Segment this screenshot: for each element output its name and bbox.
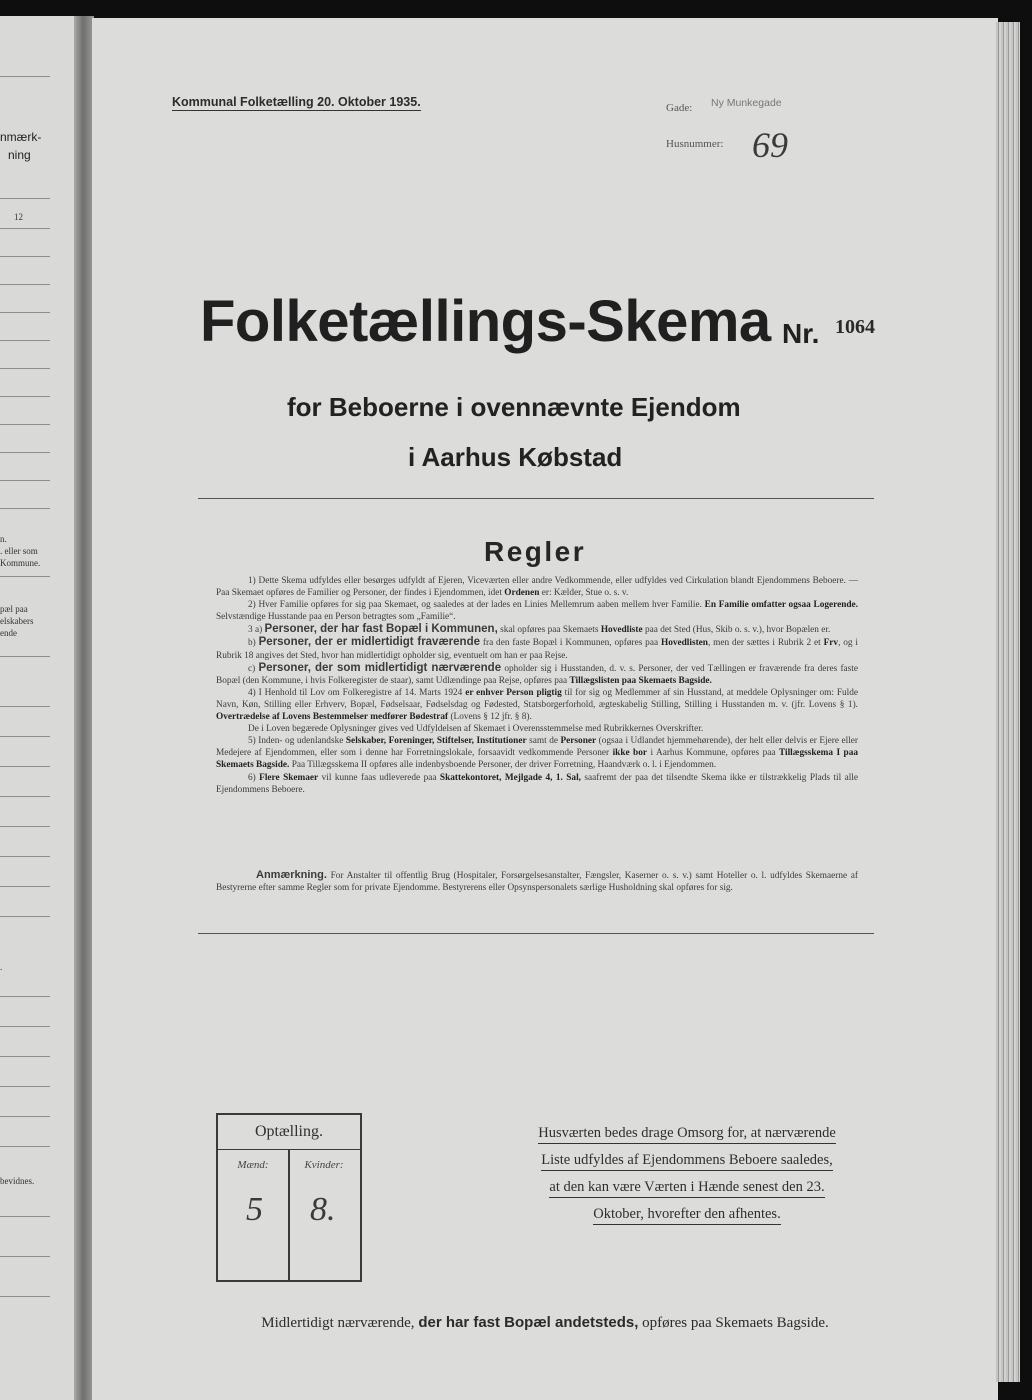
notice-line-1: Husværten bedes drage Omsorg for, at nærværende [538, 1123, 836, 1144]
left-page-rule [0, 996, 50, 997]
house-number-label: Husnummer: [666, 138, 724, 150]
rule-3b: b) Personer, der er midlertidigt fraværende fra den faste Bopæl i Kommunen, opføres paa Hovedlisten, men der sættes i Rubrik 2 et Frv, og i Rubrik 18 angives det Sted, hvor han midlertidigt opholder sig, eventuelt om han er paa Rejse. [216, 636, 859, 661]
rule-6: 6) Flere Skemaer vil kunne faas udleverede paa Skattekontoret, Mejlgade 4, 1. Sal, saafremt der paa det tilsendte Skema ikke er tilstrækkelig Plads til alle Ejendommens Beboere. [216, 772, 858, 795]
left-page-heading-2: ning [8, 148, 31, 162]
left-page-note-1: n. [0, 534, 7, 544]
divider [198, 498, 874, 499]
left-page-fragment [0, 16, 78, 1400]
left-page-note-5: elskabers [0, 616, 34, 626]
left-page-rule [0, 396, 50, 397]
divider [198, 933, 874, 934]
left-page-rule [0, 1146, 50, 1147]
left-page-rule [0, 576, 50, 577]
left-page-rule [0, 256, 50, 257]
note-text [216, 869, 858, 894]
left-page-note-3: Kommune. [0, 558, 41, 568]
form-number-label: Nr. [782, 318, 820, 349]
rule-2: 2) Hver Familie opføres for sig paa Skemaet, og saaledes at der lades en Linies Mellemrum aaben mellem hver Familie. En Familie omfatter ogsaa Logerende. Selvstændige Husstande paa en Person betragtes som „Familie“. [216, 600, 858, 623]
footer-note [92, 1314, 998, 1332]
rule-4: 4) I Henhold til Lov om Folkeregistre af 14. Marts 1924 er enhver Person pligtig til for sig og Medlemmer af sin Husstand, at meddele Oplysninger om: Fulde Navn, Køn, Stilling eller Erhverv, Bopæl, Fødselsaar, Fødselsdag og Fødested, Statsborgerforhold, ægteskabelig Stilling, Stilling i Husstanden m. v. (jfr. Lovens § 1). Overtrædelse af Lovens Bestemmelser medfører Bødestraf (Lovens § 12 jfr. § 8). [216, 687, 859, 723]
left-page-rule [0, 1216, 50, 1217]
left-page-note-8: bevidnes. [0, 1176, 35, 1186]
rules-heading: Regler [484, 536, 587, 567]
left-page-rule [0, 452, 50, 453]
left-page-note-2: . eller som [0, 546, 38, 556]
form-subtitle-1: for Beboerne i ovennævnte Ejendom [287, 392, 741, 422]
left-page-rule [0, 826, 50, 827]
left-page-heading-1: nmærk- [0, 130, 42, 144]
men-label: Mænd: [237, 1159, 269, 1171]
women-label: Kvinder: [304, 1159, 344, 1171]
left-page-rule [0, 1296, 50, 1297]
street-label: Gade: [666, 102, 693, 114]
count-box [216, 1113, 362, 1282]
rule-3c: c) Personer, der som midlertidigt nærværende opholder sig i Husstanden, d. v. s. Personer, der ved Tællingen er fraværende fra deres faste Bopæl (den Kommune, i hvis Folkeregister de staar), samt Udlændinge paa Rejse, opføres paa Tillægslisten paa Skemaets Bagside. [216, 661, 859, 686]
landlord-notice [517, 1121, 857, 1229]
left-page-note-6: ende [0, 628, 17, 638]
left-page-rule [0, 508, 50, 509]
men-count: 5 [246, 1191, 263, 1228]
rule-3a: 3 a) Personer, der har fast Bopæl i Kommunen, skal opføres paa Skemaets Hovedliste paa det Sted (Hus, Skib o. s. v.), hvor Bopælen er. [248, 623, 831, 636]
left-page-rule [0, 368, 50, 369]
form-number-value: 1064 [835, 316, 875, 338]
notice-line-2: Liste udfyldes af Ejendommens Beboere saaledes, [541, 1150, 833, 1171]
left-page-rule [0, 284, 50, 285]
left-page-rule [0, 916, 50, 917]
footer-part-2: der har fast Bopæl andetsteds, [418, 1314, 639, 1331]
notice-line-4: Oktober, hvorefter den afhentes. [593, 1204, 780, 1225]
left-page-rule [0, 340, 50, 341]
form-title: Folketællings-Skema [200, 289, 771, 354]
left-page-rule [0, 198, 50, 199]
notice-line-3: at den kan være Værten i Hænde senest den 23. [549, 1177, 824, 1198]
page-edges [996, 22, 1020, 1382]
left-page-rule [0, 228, 50, 229]
left-page-col-number: 12 [14, 212, 23, 222]
left-page-rule [0, 312, 50, 313]
census-form-page [92, 18, 998, 1400]
left-page-rule [0, 796, 50, 797]
left-page-rule [0, 480, 50, 481]
left-page-rule [0, 736, 50, 737]
left-page-rule [0, 766, 50, 767]
rule-1: 1) Dette Skema udfyldes eller besørges udfyldt af Ejeren, Viceværten eller andre Vedkommende, eller udfyldes ved Cirkulation blandt Ejendommens Beboere. — Paa Skemaet opføres de Familier og Personer, der findes i Ejendommen, idet Ordenen er: Kælder, Stue o. s. v. [216, 576, 858, 599]
left-page-rule [0, 1256, 50, 1257]
census-label: Kommunal Folketælling 20. Oktober 1935. [172, 95, 421, 109]
left-page-note-7: . [0, 962, 3, 972]
left-page-rule [0, 1026, 50, 1027]
rule-5: 5) Inden- og udenlandske Selskaber, Foreninger, Stiftelser, Institutioner samt de Personer (ogsaa i Udlandet hjemmehørende), der helt eller delvis er Ejere eller Medejere af Ejendommen, eller som i denne har Forretningslokale, forsaavidt vedkommende Personer ikke bor i Aarhus Kommune, opføres paa Tillægsskema I paa Skemaets Bagside. Paa Tillægsskema II opføres alle indenbysboende Personer, der driver Forretning, Haandværk o. l. i Ejendommen. [216, 736, 859, 771]
house-number-value: 69 [752, 125, 788, 165]
footer-part-3: opføres paa Skemaets Bagside. [642, 1315, 829, 1331]
left-page-rule [0, 76, 50, 77]
rule-4b: De i Loven begærede Oplysninger gives ved Udfyldelsen af Skemaet i Overensstemmelse med Rubrikkernes Overskrifter. [248, 724, 704, 735]
count-box-title: Optælling. [218, 1115, 360, 1150]
left-page-rule [0, 1116, 50, 1117]
form-subtitle-2: i Aarhus Købstad [408, 442, 623, 472]
left-page-rule [0, 706, 50, 707]
left-page-rule [0, 1056, 50, 1057]
left-page-rule [0, 856, 50, 857]
left-page-rule [0, 424, 50, 425]
women-count: 8. [310, 1191, 336, 1228]
rules-text [216, 575, 858, 796]
left-page-rule [0, 656, 50, 657]
book-fold [74, 16, 94, 1400]
street-value: Ny Munkegade [711, 97, 782, 109]
left-page-note-4: pæl paa [0, 604, 28, 614]
left-page-rule [0, 886, 50, 887]
left-page-rule [0, 1086, 50, 1087]
note-body: For Anstalter til offentlig Brug (Hospitaler, Forsørgelsesanstalter, Fængsler, Kaserner o. s. v.) samt Hoteller o. l. udfyldes Skemaerne af Bestyrerne efter samme Regler som for private Ejendomme. Bestyrerens eller Opsynspersonalets særlige Husholdning skal opføres for sig. [216, 871, 858, 894]
note-heading: Anmærkning. [256, 869, 327, 881]
footer-part-1: Midlertidigt nærværende, [261, 1315, 415, 1331]
